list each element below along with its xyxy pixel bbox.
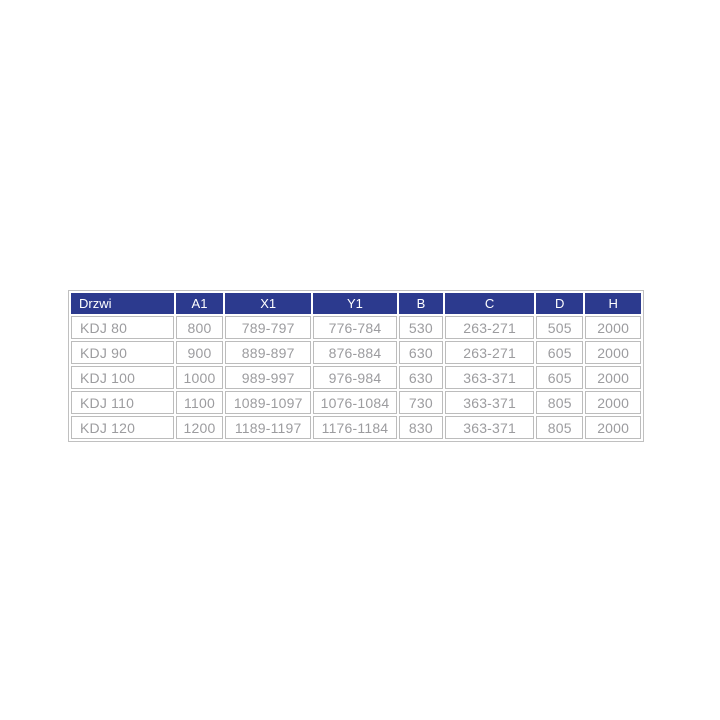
header-cell-d: D [536,293,583,314]
value-cell-h: 2000 [585,391,641,414]
row-label-cell: KDJ 90 [71,341,174,364]
header-cell-h: H [585,293,641,314]
value-cell-y1: 776-784 [313,316,396,339]
row-label-cell: KDJ 110 [71,391,174,414]
value-cell-a1: 1200 [176,416,223,439]
value-cell-h: 2000 [585,341,641,364]
value-cell-d: 605 [536,366,583,389]
value-cell-h: 2000 [585,316,641,339]
header-cell-a1: A1 [176,293,223,314]
table-header-row [71,293,641,314]
door-spec-table-container [68,290,644,442]
value-cell-b: 830 [399,416,443,439]
row-label-cell: KDJ 100 [71,366,174,389]
value-cell-a1: 1000 [176,366,223,389]
value-cell-b: 730 [399,391,443,414]
header-cell-x1: X1 [225,293,311,314]
table-row-kdj-120 [71,416,641,439]
row-label-cell: KDJ 80 [71,316,174,339]
value-cell-y1: 1076-1084 [313,391,396,414]
value-cell-y1: 1176-1184 [313,416,396,439]
value-cell-d: 605 [536,341,583,364]
value-cell-a1: 900 [176,341,223,364]
header-cell-c: C [445,293,534,314]
value-cell-x1: 789-797 [225,316,311,339]
value-cell-d: 505 [536,316,583,339]
value-cell-c: 363-371 [445,391,534,414]
value-cell-x1: 1089-1097 [225,391,311,414]
value-cell-d: 805 [536,416,583,439]
value-cell-h: 2000 [585,416,641,439]
value-cell-c: 363-371 [445,366,534,389]
header-cell-b: B [399,293,443,314]
header-cell-drzwi: Drzwi [71,293,174,314]
value-cell-c: 263-271 [445,316,534,339]
table-row-kdj-110 [71,391,641,414]
value-cell-b: 630 [399,366,443,389]
header-cell-y1: Y1 [313,293,396,314]
value-cell-b: 630 [399,341,443,364]
value-cell-y1: 876-884 [313,341,396,364]
value-cell-x1: 889-897 [225,341,311,364]
value-cell-b: 530 [399,316,443,339]
value-cell-a1: 1100 [176,391,223,414]
value-cell-y1: 976-984 [313,366,396,389]
table-row-kdj-100 [71,366,641,389]
value-cell-x1: 989-997 [225,366,311,389]
value-cell-c: 263-271 [445,341,534,364]
value-cell-d: 805 [536,391,583,414]
value-cell-x1: 1189-1197 [225,416,311,439]
table-row-kdj-80 [71,316,641,339]
value-cell-h: 2000 [585,366,641,389]
value-cell-c: 363-371 [445,416,534,439]
value-cell-a1: 800 [176,316,223,339]
row-label-cell: KDJ 120 [71,416,174,439]
table-row-kdj-90 [71,341,641,364]
door-spec-table [68,290,644,442]
table-body [71,316,641,439]
